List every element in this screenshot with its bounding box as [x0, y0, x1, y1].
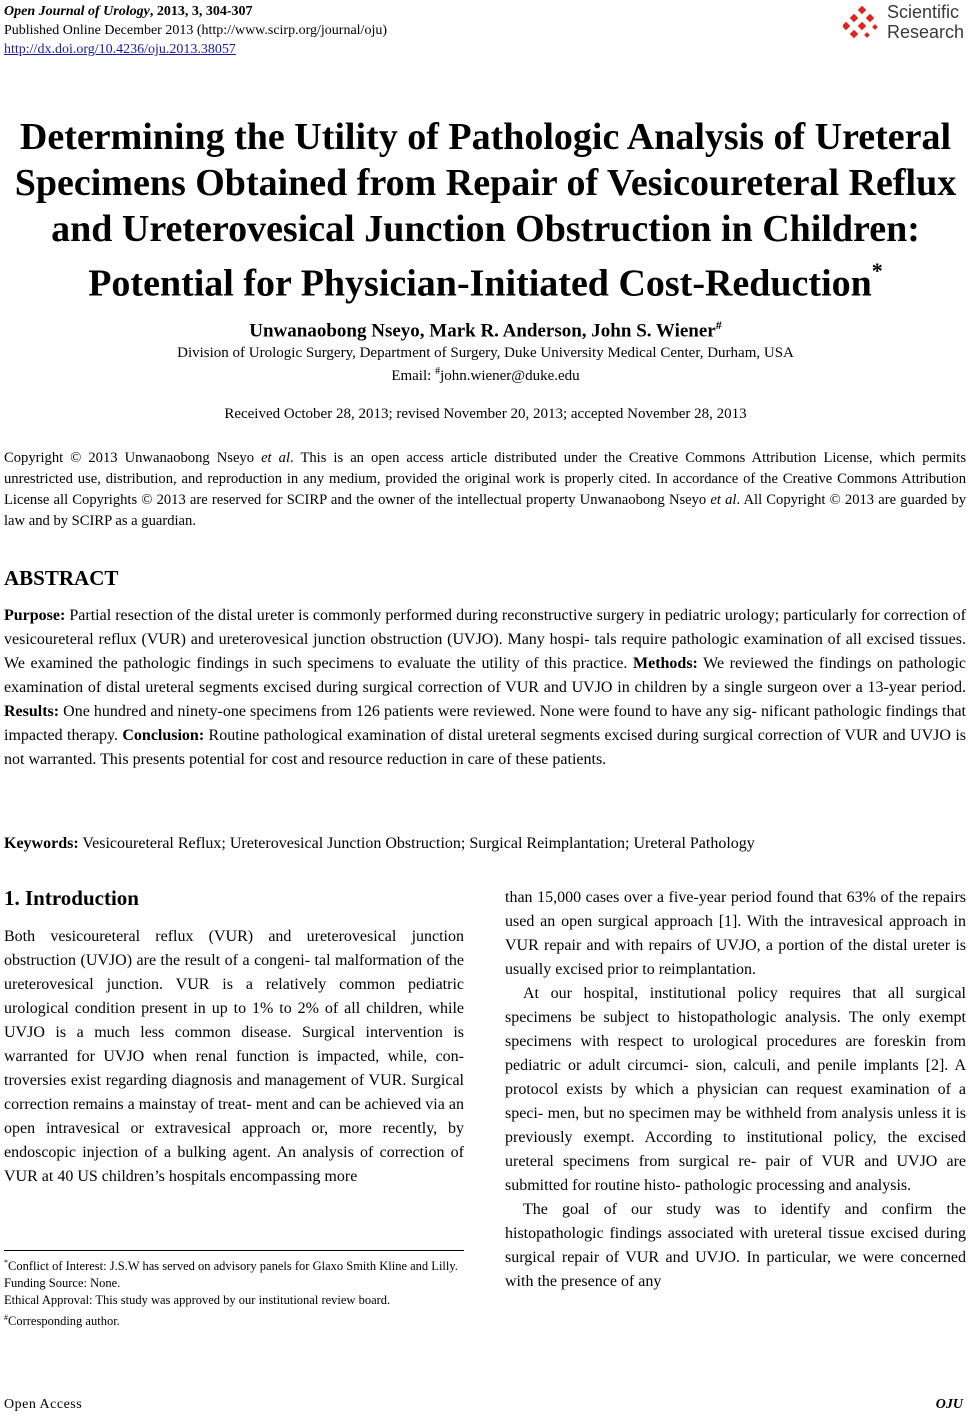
- intro-right-column: [505, 886, 966, 1294]
- logo-wordmark: Scientific Research: [887, 2, 965, 42]
- abstract-text: Purpose: Partial resection of the distal ureter is commonly performed during reconstructive surgery in pediatric urology; particularly for correction of vesicoureteral reflux (VUR) and ureterovesical junction obstruction (UVJO). Many hospi- tals require pathologic examination of all excised tissues. We examined the pathologic findings in such specimens to evaluate the utility of this practice. Methods: We reviewed the findings on pathologic examination of distal ureteral segments excised during surgical correction of VUR and UVJO in children by a single surgeon over a 13-year period. Results: One hundred and ninety-one specimens from 126 patients were reviewed. None were found to have any sig- nificant pathologic findings that impacted therapy. Conclusion: Routine pathological examination of distal ureteral segments excised during surgical correction of VUR and UVJO is not warranted. This presents potential for cost and resource reduction in care of these patients.: [4, 607, 967, 768]
- copyright-notice: Copyright © 2013 Unwanaobong Nseyo et al. This is an open access article distributed under the Creative Commons Attribution License, which permits unrestricted use, distribution, and reproduction in any medium, provided the original work is properly cited. In accordance of the Creative Commons Attribution License all Copyrights © 2013 are reserved for SCIRP and the owner of the intellectual property Unwanaobong Nseyo et al. All Copyright © 2013 are guarded by law and by SCIRP as a guardian.: [4, 450, 967, 529]
- scirp-logo-icon: [843, 6, 883, 42]
- footer-journal-abbrev: OJU: [935, 1397, 963, 1412]
- footnotes: *Conflict of Interest: J.S.W has served on advisory panels for Glaxo Smith Kline and Lilly. Funding Source: None. Ethical Approval: This study was approved by our institutional review board. #Corresponding author.: [4, 1258, 458, 1329]
- volume-info: , 2013, 3, 304-307: [149, 4, 253, 19]
- email-line: Email: #john.wiener@duke.edu: [391, 366, 580, 384]
- journal-name: Open Journal of Urology: [4, 4, 150, 19]
- paragraph: At our hospital, institutional policy requires that all surgical specimens be subject to histopathologic analysis. The only exempt specimens with respect to urological procedures are foreskin from pediatric or adult circumci- sion, calculi, and penile implants [2]. A protocol exists by which a physician can request examination of a speci- men, but no specimen may be withheld from analysis unless it is previously exempt. According to institutional policy, the excised ureteral specimens from surgical re- pair of VUR and UVJO are submitted for routine histo- pathologic processing and analysis.: [505, 985, 966, 1194]
- journal-header: [4, 2, 387, 59]
- section-heading-introduction: 1. Introduction: [4, 886, 139, 910]
- published-line: Published Online December 2013 (http://www.scirp.org/journal/oju): [4, 23, 387, 38]
- doi-link[interactable]: http://dx.doi.org/10.4236/oju.2013.38057: [4, 42, 236, 57]
- title-footnote-mark: *: [871, 258, 883, 283]
- received-dates: Received October 28, 2013; revised November 20, 2013; accepted November 28, 2013: [224, 406, 747, 422]
- paper-title: Determining the Utility of Pathologic Analysis of Ureteral Specimens Obtained from Repair of Vesicoureteral Reflux and Ureterovesical Junction Obstruction in Children: Potential for Physician-Initiated Cost-Reduction*: [14, 116, 957, 305]
- keywords: Keywords: Vesicoureteral Reflux; Ureterovesical Junction Obstruction; Surgical Reimplantation; Ureteral Pathology: [4, 835, 755, 852]
- publisher-logo: [843, 2, 965, 46]
- paragraph: The goal of our study was to identify and confirm the histopathologic findings associated with ureteral tissue excised during surgical repair of VUR and UVJO. In particular, we were concerned with the presence of any: [505, 1201, 966, 1290]
- footer-open-access: Open Access: [4, 1397, 83, 1412]
- author-list: Unwanaobong Nseyo, Mark R. Anderson, John S. Wiener#: [249, 318, 722, 342]
- abstract-heading: ABSTRACT: [4, 566, 119, 590]
- paragraph: than 15,000 cases over a five-year period found that 63% of the repairs used an open surgical approach [1]. With the intravesical approach in VUR repair and with repairs of UVJO, a portion of the distal ureter is usually excised prior to reimplantation.: [505, 889, 966, 978]
- footnote-divider: [4, 1250, 464, 1251]
- intro-left-column: Both vesicoureteral reflux (VUR) and ureterovesical junction obstruction (UVJO) are the result of a congeni- tal malformation of the ureterovesical junction. VUR is a relatively common pediatric urological condition present in up to 1% to 2% of all children, while UVJO is a much less common disease. Surgical intervention is warranted for UVJO when renal function is impacted, while, con- troversies exist regarding diagnosis and management of VUR. Surgical correction remains a mainstay of treat- ment and can be achieved via an open intravesical or extravesical approach or, more recently, by endoscopic injection of a bulking agent. An analysis of correction of VUR at 40 US children’s hospitals encompassing more: [4, 928, 464, 1185]
- email-address[interactable]: john.wiener@duke.edu: [440, 368, 580, 384]
- affiliation: Division of Urologic Surgery, Department of Surgery, Duke University Medical Center, Durham, USA: [177, 345, 794, 361]
